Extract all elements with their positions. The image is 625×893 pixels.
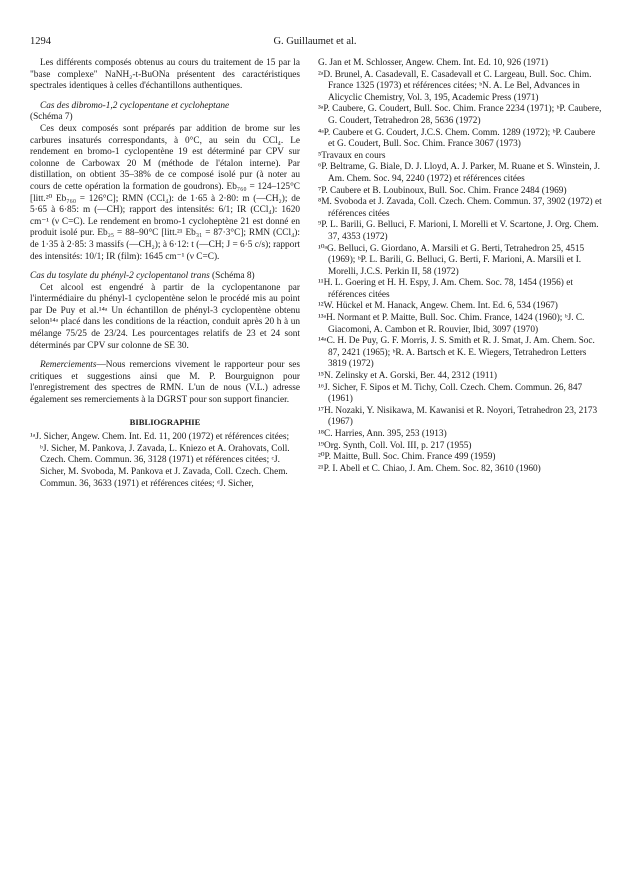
acknowledgements-paragraph bbox=[30, 360, 300, 406]
page-header bbox=[30, 36, 600, 50]
section-title-dibromo bbox=[30, 101, 300, 113]
reference-item: ⁵Travaux en cours bbox=[318, 150, 386, 161]
section-scheme-ref: (Schéma 7) bbox=[30, 112, 73, 123]
intro-paragraph: Les différents composés obtenus au cours du traitement de 15 par la "base complexe" NaNH₂-t-BuONa présentent des caractéristiques spectrales identiques à celles d'échantillons authentiques. bbox=[30, 58, 300, 92]
reference-item: G. Jan et M. Schlosser, Angew. Chem. Int. Ed. 10, 926 (1971) bbox=[318, 58, 549, 68]
reference-item: ⁸M. Svoboda et J. Zavada, Coll. Czech. Chem. Commun. 37, 3902 (1972) et références citées bbox=[318, 197, 602, 219]
reference-item: ¹⁸C. Harries, Ann. 395, 253 (1913) bbox=[318, 429, 447, 439]
reference-item: ⁶P. Beltrame, G. Biale, D. J. Lloyd, A. J. Parker, M. Ruane et S. Winstein, J. Am. Chem. Soc. 94, 2240 (1972) et références citées bbox=[318, 162, 600, 184]
reference-item: ¹⁵N. Zelinsky et A. Gorski, Ber. 44, 2312 (1911) bbox=[318, 371, 497, 382]
reference-item: ²ᵃD. Brunel, A. Casadevall, E. Casadevall et C. Largeau, Bull. Soc. Chim. France 1325 (1973) et références citées; ᵇN. A. Le Bel, Advances in Alicyclic Chemistry, Vol. 3, 195, Academic Press (1971) bbox=[318, 69, 592, 103]
acknowledgements-title: Remerciements bbox=[40, 360, 97, 371]
reference-item: ¹⁷H. Nozaki, Y. Nisikawa, M. Kawanisi et R. Noyori, Tetrahedron 23, 2173 (1967) bbox=[318, 405, 598, 428]
section-title-tosylate bbox=[30, 271, 300, 283]
acknowledgements-text: —Nous remercions vivement le rapporteur pour ses critiques et suggestions ainsi que M. P. Bourguignon pour l'enregistrement des spectres de RMN. L'un de nous (V.L.) adresse également ses remerciements à la DGRST pour son support financier. bbox=[30, 360, 300, 406]
right-column bbox=[318, 58, 602, 475]
dibromo-paragraph: Ces deux composés sont préparés par addition de brome sur les carbures insaturés correspondants, à 0°C, au sein du CCl₄. Le rendement en bromo-1 cyclopentène 19 est déterminé par CPV sur colonne de Carbowax 20 M (méthode de l'étalon interne). Par distillation, on obtient 35–38% de ce composé isolé pur (à noter au cours de cette opération la formation de goudrons). Eb₇₆₀ = 124–125°C [litt.²⁰ Eb₇₆₀ = 126°C]; RMN (CCl₄): de 1·65 à 2·80: m (—CH₂); de 5·65 à 6·85: m (—CH); rapport des intensités: 6/1; IR (CCl₄): 1620 cm⁻¹ (ν C=C). Le rendement en bromo-1 cycloheptène 21 est donné en produit isolé pur. Eb₂₅ = 88–90°C [litt.²¹ Eb₃₁ = 87·3°C]; RMN (CCl₄): de 1·35 à 2·85: 3 massifs (—CH₂); à 6·12: t (—CH; J = 6·5 c/s); rapport des intensités: 10/1; IR (film): 1645 cm⁻¹ (ν C=C). bbox=[30, 123, 300, 262]
section-scheme-ref: (Schéma 8) bbox=[212, 271, 255, 282]
reference-item: ¹⁹Org. Synth, Coll. Vol. III, p. 217 (1955) bbox=[318, 440, 472, 451]
reference-item: ²¹P. I. Abell et C. Chiao, J. Am. Chem. Soc. 82, 3610 (1960) bbox=[318, 463, 541, 474]
tosylate-paragraph: Cet alcool est engendré à partir de la cyclopentanone par l'intermédiaire du phényl-1 cyclopentène selon le procédé mis au point par De Puy et al.¹⁴ᵃ Un échantillon de phényl-3 cyclopentène obtenu selon¹⁴ᵃ placé dans les conditions de la réaction, conduit après 20 h à un mélange 75/25 de 23/24. Les pourcentages relatifs de 23 et 24 sont déterminés par CPV sur colonne de SE 30. bbox=[30, 282, 300, 351]
running-head: G. Guillaumet et al. bbox=[273, 36, 357, 47]
reference-item: ¹ᵃJ. Sicher, Angew. Chem. Int. Ed. 11, 200 (1972) et références citées; ᵇJ. Sicher, M. Pankova, J. Zavada, L. Kniezo et A. Orahovats, Coll. Czech. Chem. Commun. 36, 3128 (1971) et références citées; ᶜJ. Sicher, M. Svoboda, M. Pankova et J. Zavada, Coll. Czech. Chem. Commun. 36, 3633 (1971) et références citées; ᵈJ. Sicher, bbox=[30, 432, 290, 489]
section-title-text: Cas du tosylate du phényl-2 cyclopentanol trans bbox=[30, 271, 210, 282]
reference-item: ¹⁰ᵃG. Belluci, G. Giordano, A. Marsili et G. Berti, Tetrahedron 25, 4515 (1969); ᵇP. L. Barili, G. Belluci, G. Berti, F. Marioni, A. Marsili et I. Morelli, J.C.S. Perkin II, 58 (1972) bbox=[318, 243, 585, 277]
reference-item: ¹²W. Hückel et M. Hanack, Angew. Chem. Int. Ed. 6, 534 (1967) bbox=[318, 301, 558, 312]
reference-item: ¹⁴ᵃC. H. De Puy, G. F. Morris, J. S. Smith et R. J. Smat, J. Am. Chem. Soc. 87, 2421 (1965); ᵇR. A. Bartsch et K. E. Wiegers, Tetrahedron Letters 3819 (1972) bbox=[318, 336, 595, 370]
page-number: 1294 bbox=[30, 36, 51, 47]
reference-item: ¹¹H. L. Goering et H. H. Espy, J. Am. Chem. Soc. 78, 1454 (1956) et références citées bbox=[318, 278, 573, 300]
reference-item: ³ᵃP. Caubere, G. Coudert, Bull. Soc. Chim. France 2234 (1971); ᵇP. Caubere, G. Coudert, Tetrahedron 28, 5636 (1972) bbox=[318, 104, 602, 126]
reference-item: ²⁰P. Maitte, Bull. Soc. Chim. France 499 (1959) bbox=[318, 452, 496, 463]
reference-item: ⁷P. Caubere et B. Loubinoux, Bull. Soc. Chim. France 2484 (1969) bbox=[318, 185, 567, 196]
bibliography-heading: BIBLIOGRAPHIE bbox=[129, 416, 201, 427]
reference-item: ⁴ᵃP. Caubere et G. Coudert, J.C.S. Chem. Comm. 1289 (1972); ᵇP. Caubere et G. Coudert, Bull. Soc. Chim. France 3067 (1973) bbox=[318, 127, 596, 150]
left-column bbox=[30, 58, 300, 490]
section-title-text: Cas des dibromo-1,2 cyclopentane et cycloheptane bbox=[40, 100, 230, 111]
reference-item: ⁹P. L. Barili, G. Belluci, F. Marioni, I. Morelli et V. Scartone, J. Org. Chem. 37, 4353 (1972) bbox=[318, 220, 599, 242]
reference-item: ¹³ᵃH. Normant et P. Maitte, Bull. Soc. Chim. France, 1424 (1960); ᵇJ. C. Giacomoni, A. Cambon et R. Rouvier, Ibid, 3097 (1970) bbox=[318, 313, 585, 335]
reference-item: ¹⁶J. Sicher, F. Sipos et M. Tichy, Coll. Czech. Chem. Commun. 26, 847 (1961) bbox=[318, 382, 583, 405]
